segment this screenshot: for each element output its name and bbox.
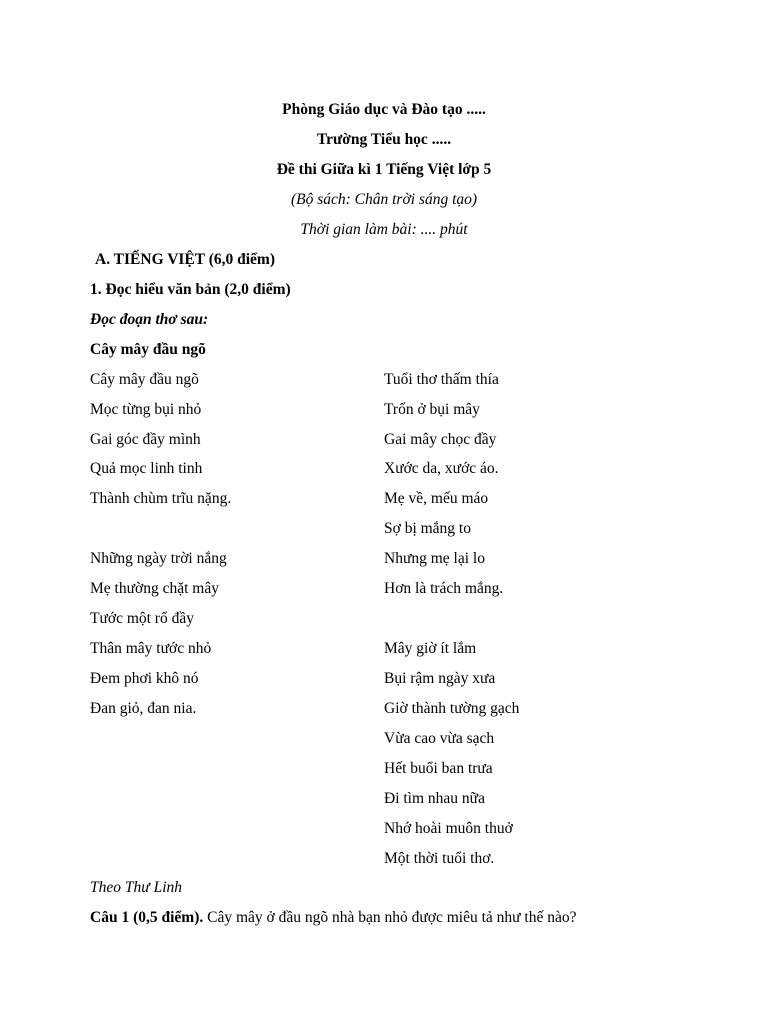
poem-left-line: Đem phơi khô nó bbox=[90, 670, 199, 687]
poem-left-line: Đan giỏ, đan nia. bbox=[90, 700, 197, 717]
poem-left-line: Cây mây đầu ngõ bbox=[90, 371, 199, 388]
poem-right-line: Bụi rậm ngày xưa bbox=[384, 670, 496, 687]
poem-right-line: Mẹ về, mếu máo bbox=[384, 490, 489, 507]
exam-duration: Thời gian làm bài: .... phút bbox=[300, 221, 468, 238]
poem-author: Theo Thư Linh bbox=[90, 879, 183, 896]
poem-left-line: Mọc từng bụi nhỏ bbox=[90, 401, 202, 418]
poem-right-line: Trốn ở bụi mây bbox=[384, 401, 480, 418]
school-heading: Trường Tiểu học ..... bbox=[316, 131, 452, 148]
part1-title: 1. Đọc hiểu văn bản (2,0 điểm) bbox=[90, 281, 291, 298]
poem-right-line: Vừa cao vừa sạch bbox=[384, 730, 495, 747]
poem-right-line: Một thời tuổi thơ. bbox=[384, 850, 495, 867]
poem-right-line: Gai mây chọc đầy bbox=[384, 431, 497, 448]
book-series-note: (Bộ sách: Chân trời sáng tạo) bbox=[290, 191, 478, 208]
poem-right-line: Tuổi thơ thấm thía bbox=[384, 371, 499, 388]
section-a-title: A. TIẾNG VIỆT (6,0 điểm) bbox=[95, 251, 276, 268]
exam-title: Đề thi Giữa kì 1 Tiếng Việt lớp 5 bbox=[276, 161, 492, 178]
poem-right-line: Mây giờ ít lắm bbox=[384, 640, 477, 657]
poem-right-line: Hết buổi ban trưa bbox=[384, 760, 493, 777]
poem-right-line: Đi tìm nhau nữa bbox=[384, 790, 485, 807]
poem-right-line: Giờ thành tường gạch bbox=[384, 700, 520, 717]
poem-right-line: Xước da, xước áo. bbox=[384, 460, 499, 477]
poem-title: Cây mây đầu ngõ bbox=[90, 341, 206, 358]
poem-left-line: Tước một rổ đầy bbox=[90, 610, 194, 627]
poem-right-line: Nhớ hoài muôn thuở bbox=[384, 820, 513, 837]
question-1 bbox=[90, 908, 576, 928]
poem-left-line: Gai góc đầy mình bbox=[90, 431, 201, 448]
poem-right-line: Hơn là trách mắng. bbox=[384, 580, 504, 597]
poem-right-line: Sợ bị mắng to bbox=[384, 520, 471, 537]
poem-left-line: Những ngày trời nắng bbox=[90, 550, 227, 567]
poem-left-line: Mẹ thường chặt mây bbox=[90, 580, 219, 597]
poem-left-line: Thành chùm trĩu nặng. bbox=[90, 490, 232, 507]
poem-right-line: Nhưng mẹ lại lo bbox=[384, 550, 485, 567]
question-1-text: Cây mây ở đầu ngõ nhà bạn nhỏ được miêu tả như thế nào? bbox=[207, 909, 577, 926]
reading-instruction: Đọc đoạn thơ sau: bbox=[90, 311, 209, 328]
question-1-label: Câu 1 (0,5 điểm). bbox=[90, 909, 204, 926]
poem-left-line: Quả mọc linh tinh bbox=[90, 460, 203, 477]
department-heading: Phòng Giáo dục và Đào tạo ..... bbox=[282, 101, 486, 118]
poem-left-line: Thân mây tước nhỏ bbox=[90, 640, 212, 657]
